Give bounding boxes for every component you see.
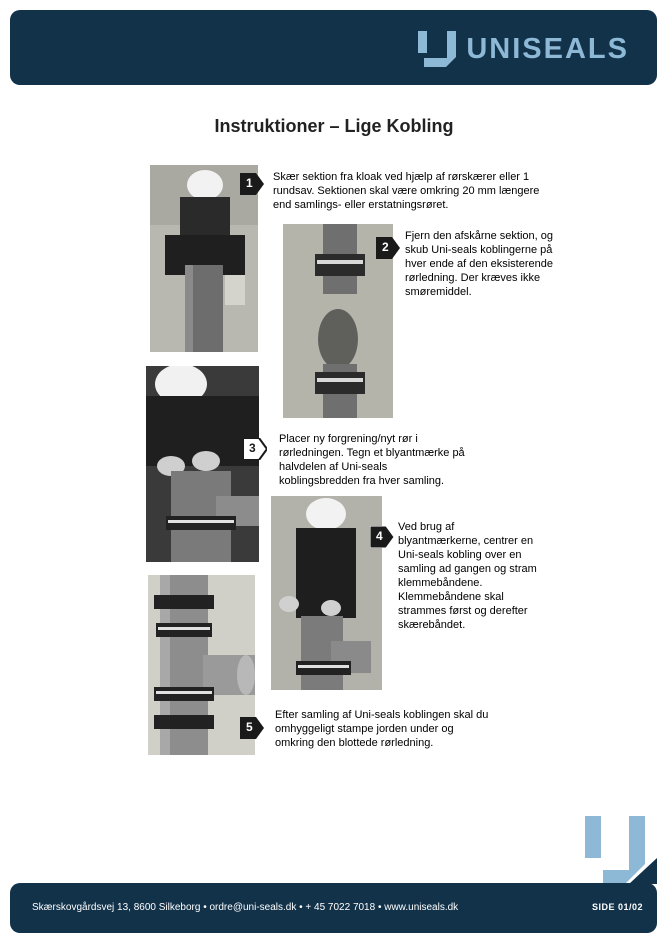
uniseals-logo-icon — [418, 31, 456, 67]
step-2-badge — [376, 237, 400, 259]
step-3-photo — [146, 366, 259, 562]
uniseals-logo — [418, 32, 629, 66]
step-3-text: Placer ny forgrening/nyt rør i rørledningen. Tegn et blyantmærke på halvdelen af Uni-seals koblingsbredden fra hver samling. — [279, 433, 465, 487]
step-5-badge — [240, 717, 264, 739]
page-title: Instruktioner – Lige Kobling — [214, 116, 454, 136]
step-1-badge — [240, 173, 264, 195]
step-4-photo — [271, 496, 382, 690]
brand-name: UNISEALS — [466, 32, 629, 65]
footer-bar — [10, 883, 657, 933]
corner-logo-mark-icon — [585, 816, 657, 884]
step-1-number: 1 — [246, 176, 253, 190]
step-2-number: 2 — [382, 240, 389, 254]
step-5-text: Efter samling af Uni-seals koblingen skal du omhyggeligt stampe jorden under og omkring den blottede rørledning. — [275, 709, 489, 749]
step-2-text: Fjern den afskårne sektion, og skub Uni-seals koblingerne på hver ende af den eksisterende rørledning. Der kræves ikke smøremiddel. — [405, 230, 553, 298]
footer-contact: Skærskovgårdsvej 13, 8600 Silkeborg • ordre@uni-seals.dk • + 45 7022 7018 • www.uniseals.dk — [32, 902, 459, 913]
step-4-number: 4 — [376, 529, 383, 543]
step-4-text: Ved brug af blyantmærkerne, centrer en Uni-seals kobling over en samling ad gangen og stram klemmebåndene. Klemmebåndene skal strammes først og derefter skærebåndet. — [398, 521, 537, 631]
page-number: SIDE 01/02 — [591, 902, 643, 912]
step-5-number: 5 — [246, 720, 253, 734]
header-bar — [10, 10, 657, 85]
step-4-badge — [370, 526, 394, 548]
step-1-text: Skær sektion fra kloak ved hjælp af rørskærer eller 1 rundsav. Sektionen skal være omkring 20 mm længere end samlings- eller erstatningsrøret. — [273, 171, 540, 211]
step-5-photo — [148, 575, 255, 755]
step-3-badge — [243, 438, 267, 460]
step-3-number: 3 — [249, 441, 256, 455]
